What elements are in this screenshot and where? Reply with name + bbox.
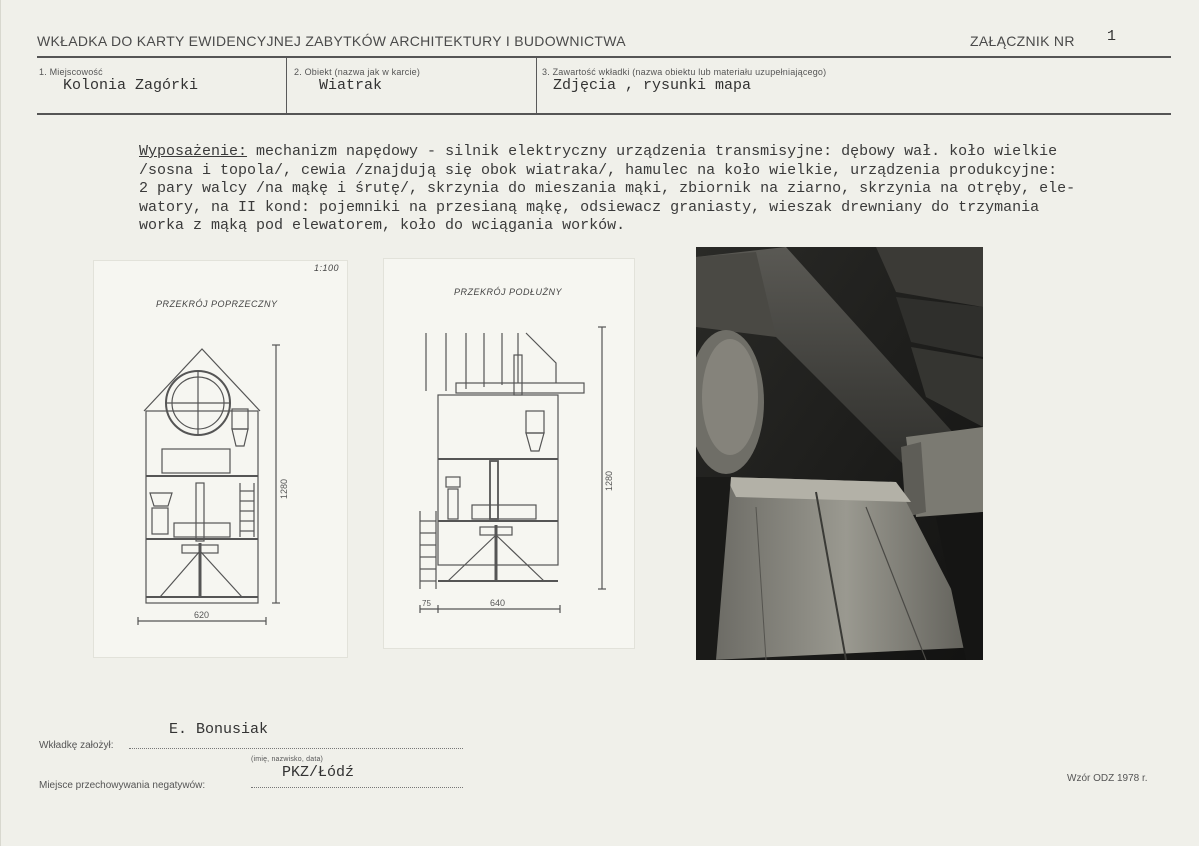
founder-label: Wkładkę założył:	[39, 740, 114, 751]
long-offset-dim: 75	[422, 599, 431, 608]
contents-label: 3. Zawartość wkładki (nazwa obiektu lub materiału uzupełniającego)	[542, 67, 827, 77]
cross-section-title: PRZEKRÓJ POPRZECZNY	[156, 299, 278, 309]
description-line-2: /sosna i topola/, cewia /znajdują się obok wiatraka/, hamulec na koło wielkie, urządzenia produkcyjne:	[139, 161, 1058, 179]
field-divider-2	[536, 58, 537, 113]
object-label: 2. Obiekt (nazwa jak w karcie)	[294, 67, 421, 77]
annex-number: 1	[1107, 28, 1117, 45]
annex-label: ZAŁĄCZNIK NR	[970, 33, 1075, 49]
form-model-label: Wzór ODZ 1978 r.	[1067, 773, 1148, 784]
storage-line	[251, 787, 463, 788]
mill-interior-photo	[696, 247, 983, 660]
contents-value: Zdjęcia , rysunki mapa	[553, 77, 752, 94]
long-section-title: PRZEKRÓJ PODŁUŻNY	[454, 287, 563, 297]
description-line-5: worka z mąką pod elewatorem, koło do wciągania worków.	[139, 217, 626, 234]
founder-line	[129, 748, 463, 749]
cross-height-dim: 1280	[279, 478, 289, 499]
field-rule	[37, 113, 1171, 115]
long-width-dim: 640	[490, 598, 506, 608]
locality-label: 1. Miejscowość	[39, 67, 103, 77]
field-divider-1	[286, 58, 287, 113]
cross-width-dim: 620	[194, 610, 210, 620]
equipment-description	[139, 143, 1169, 236]
photo-image	[696, 247, 983, 660]
header-rule	[37, 56, 1171, 58]
longitudinal-section-drawing	[383, 258, 635, 649]
equipment-heading: Wyposażenie:	[139, 143, 248, 160]
description-line-4: watory, na II kond: pojemniki na przesianą mąkę, odsiewacz graniasty, wieszak drewniany do trzymania	[139, 198, 1040, 216]
scale-label: 1:100	[314, 263, 340, 273]
cross-section-drawing	[93, 260, 348, 658]
form-title: WKŁADKA DO KARTY EWIDENCYJNEJ ZABYTKÓW ARCHITEKTURY I BUDOWNICTWA	[37, 33, 626, 49]
storage-label: Miejsce przechowywania negatywów:	[39, 780, 206, 791]
storage-value: PKZ/Łódź	[282, 764, 355, 781]
founder-hint: (imię, nazwisko, data)	[251, 756, 324, 763]
description-line-1: mechanizm napędowy - silnik elektryczny urządzenia transmisyjne: dębowy wał. koło wielkie	[247, 143, 1058, 160]
long-height-dim: 1280	[604, 470, 614, 491]
longitudinal-section-sketch	[384, 259, 634, 648]
locality-value: Kolonia Zagórki	[63, 77, 199, 94]
description-line-3: 2 pary walcy /na mąkę i śrutę/, skrzynia do mieszania mąki, zbiornik na ziarno, skrzynia na otręby, ele-	[139, 180, 1076, 197]
founder-value: E. Bonusiak	[169, 721, 269, 738]
object-value: Wiatrak	[319, 77, 383, 94]
cross-section-sketch	[94, 261, 347, 657]
